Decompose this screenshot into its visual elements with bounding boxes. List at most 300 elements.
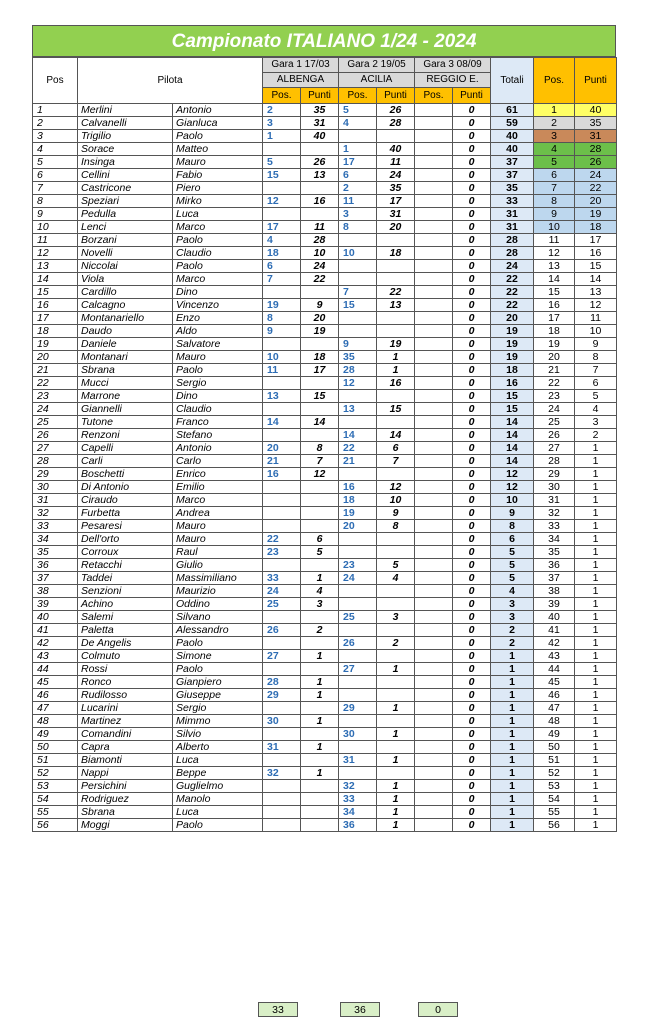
class-points: 31 <box>575 130 617 143</box>
race-1-position <box>263 507 301 520</box>
pilot-pos: 6 <box>33 169 78 182</box>
race-2-position: 22 <box>339 442 377 455</box>
header-race-1-label: Gara 1 17/03 <box>263 58 339 73</box>
pilot-lastname: Niccolai <box>78 260 173 273</box>
total-points: 1 <box>491 741 534 754</box>
race-1-position: 31 <box>263 741 301 754</box>
race-3-points: 0 <box>453 390 491 403</box>
race-1-position: 30 <box>263 715 301 728</box>
race-1-points <box>301 403 339 416</box>
race-3-points: 0 <box>453 442 491 455</box>
total-points: 5 <box>491 546 534 559</box>
pilot-firstname: Beppe <box>173 767 263 780</box>
table-row <box>33 741 617 754</box>
table-row <box>33 780 617 793</box>
class-position: 11 <box>534 234 575 247</box>
pilot-pos: 39 <box>33 598 78 611</box>
race-2-points <box>377 260 415 273</box>
race-1-position: 10 <box>263 351 301 364</box>
race-3-position <box>415 533 453 546</box>
race-2-position <box>339 260 377 273</box>
pilot-firstname: Carlo <box>173 455 263 468</box>
class-position: 10 <box>534 221 575 234</box>
class-points: 1 <box>575 767 617 780</box>
race-2-position: 18 <box>339 494 377 507</box>
total-points: 15 <box>491 403 534 416</box>
class-points: 1 <box>575 546 617 559</box>
class-points: 1 <box>575 611 617 624</box>
race-2-position: 7 <box>339 286 377 299</box>
pilot-pos: 42 <box>33 637 78 650</box>
race-3-position <box>415 364 453 377</box>
race-3-position <box>415 650 453 663</box>
race-2-position <box>339 741 377 754</box>
race-2-position <box>339 234 377 247</box>
race-2-points: 8 <box>377 520 415 533</box>
pilot-lastname: Pedulla <box>78 208 173 221</box>
total-points: 22 <box>491 299 534 312</box>
total-points: 5 <box>491 559 534 572</box>
race-2-position: 12 <box>339 377 377 390</box>
race-1-position: 4 <box>263 234 301 247</box>
pilot-lastname: Daniele <box>78 338 173 351</box>
class-points: 17 <box>575 234 617 247</box>
pilot-firstname: Piero <box>173 182 263 195</box>
total-points: 2 <box>491 624 534 637</box>
pilot-firstname: Paolo <box>173 364 263 377</box>
pilot-pos: 18 <box>33 325 78 338</box>
pilot-firstname: Paolo <box>173 663 263 676</box>
pilot-firstname: Enzo <box>173 312 263 325</box>
table-row <box>33 598 617 611</box>
class-points: 1 <box>575 663 617 676</box>
table-row <box>33 143 617 156</box>
race-3-position <box>415 416 453 429</box>
race-1-points <box>301 208 339 221</box>
table-row <box>33 403 617 416</box>
standings-table <box>32 57 617 832</box>
table-row <box>33 637 617 650</box>
class-points: 7 <box>575 364 617 377</box>
race-3-points: 0 <box>453 468 491 481</box>
class-points: 1 <box>575 754 617 767</box>
total-points: 24 <box>491 260 534 273</box>
race-2-points <box>377 130 415 143</box>
race-2-points: 28 <box>377 117 415 130</box>
race-3-position <box>415 494 453 507</box>
total-points: 16 <box>491 377 534 390</box>
pilot-firstname: Oddino <box>173 598 263 611</box>
race-2-position: 26 <box>339 637 377 650</box>
pilot-firstname: Massimiliano <box>173 572 263 585</box>
pilot-lastname: Boschetti <box>78 468 173 481</box>
race-2-position <box>339 585 377 598</box>
pilot-lastname: Retacchi <box>78 559 173 572</box>
table-row <box>33 819 617 832</box>
pilot-firstname: Fabio <box>173 169 263 182</box>
table-row <box>33 702 617 715</box>
total-points: 1 <box>491 819 534 832</box>
race-1-position <box>263 429 301 442</box>
pilot-firstname: Sergio <box>173 702 263 715</box>
race-3-position <box>415 234 453 247</box>
race-1-position: 29 <box>263 689 301 702</box>
race-3-position <box>415 247 453 260</box>
race-3-points: 0 <box>453 351 491 364</box>
table-row <box>33 286 617 299</box>
race-2-position: 16 <box>339 481 377 494</box>
race-2-points <box>377 767 415 780</box>
race-2-position: 17 <box>339 156 377 169</box>
race-1-position <box>263 208 301 221</box>
class-points: 1 <box>575 676 617 689</box>
class-position: 55 <box>534 806 575 819</box>
total-points: 33 <box>491 195 534 208</box>
pilot-lastname: Rossi <box>78 663 173 676</box>
race-2-position: 28 <box>339 364 377 377</box>
pilot-lastname: Tutone <box>78 416 173 429</box>
pilot-lastname: Novelli <box>78 247 173 260</box>
race-2-points: 1 <box>377 806 415 819</box>
race-1-position: 3 <box>263 117 301 130</box>
class-points: 1 <box>575 702 617 715</box>
total-points: 22 <box>491 273 534 286</box>
race-1-position <box>263 702 301 715</box>
pilot-lastname: Taddei <box>78 572 173 585</box>
pilot-lastname: Colmuto <box>78 650 173 663</box>
table-row <box>33 572 617 585</box>
class-position: 50 <box>534 741 575 754</box>
table-row <box>33 130 617 143</box>
table-row <box>33 260 617 273</box>
class-points: 8 <box>575 351 617 364</box>
class-position: 32 <box>534 507 575 520</box>
class-position: 15 <box>534 286 575 299</box>
race-2-points <box>377 533 415 546</box>
pilot-pos: 33 <box>33 520 78 533</box>
class-position: 16 <box>534 299 575 312</box>
race-2-points: 40 <box>377 143 415 156</box>
race-1-position <box>263 143 301 156</box>
race-1-points: 15 <box>301 390 339 403</box>
table-row <box>33 728 617 741</box>
pilot-pos: 9 <box>33 208 78 221</box>
total-points: 12 <box>491 481 534 494</box>
race-1-points: 16 <box>301 195 339 208</box>
race-3-points: 0 <box>453 364 491 377</box>
total-points: 35 <box>491 182 534 195</box>
pilot-lastname: Comandini <box>78 728 173 741</box>
pilot-firstname: Paolo <box>173 637 263 650</box>
race-2-position: 13 <box>339 403 377 416</box>
race-1-points: 31 <box>301 117 339 130</box>
pilot-firstname: Antonio <box>173 442 263 455</box>
race-1-position: 27 <box>263 650 301 663</box>
table-row <box>33 468 617 481</box>
race-1-points <box>301 754 339 767</box>
race-3-position <box>415 377 453 390</box>
total-points: 14 <box>491 416 534 429</box>
race-3-points: 0 <box>453 572 491 585</box>
race-1-position: 13 <box>263 390 301 403</box>
table-row <box>33 520 617 533</box>
race-2-position <box>339 689 377 702</box>
race-2-position: 1 <box>339 143 377 156</box>
race-2-points <box>377 273 415 286</box>
pilot-pos: 14 <box>33 273 78 286</box>
race-1-position: 6 <box>263 260 301 273</box>
race-2-position: 31 <box>339 754 377 767</box>
pilot-lastname: Ciraudo <box>78 494 173 507</box>
pilot-lastname: Rodriguez <box>78 793 173 806</box>
race-2-points: 1 <box>377 819 415 832</box>
race-3-position <box>415 507 453 520</box>
class-position: 47 <box>534 702 575 715</box>
race-2-position: 35 <box>339 351 377 364</box>
race-3-points: 0 <box>453 117 491 130</box>
header-class-pos: Pos. <box>534 58 575 104</box>
race-2-points: 24 <box>377 169 415 182</box>
race-1-position <box>263 793 301 806</box>
race-1-points <box>301 611 339 624</box>
pilot-firstname: Luca <box>173 208 263 221</box>
class-position: 14 <box>534 273 575 286</box>
race-3-points: 0 <box>453 208 491 221</box>
pilot-firstname: Mirko <box>173 195 263 208</box>
total-points: 1 <box>491 793 534 806</box>
pilot-pos: 7 <box>33 182 78 195</box>
pilot-lastname: Sorace <box>78 143 173 156</box>
class-position: 45 <box>534 676 575 689</box>
table-row <box>33 442 617 455</box>
race-2-points: 18 <box>377 247 415 260</box>
race-2-position <box>339 598 377 611</box>
race-2-points: 1 <box>377 754 415 767</box>
race-1-position: 1 <box>263 130 301 143</box>
race-1-position: 18 <box>263 247 301 260</box>
race-3-position <box>415 611 453 624</box>
race-3-points: 0 <box>453 637 491 650</box>
race-1-points <box>301 507 339 520</box>
class-points: 26 <box>575 156 617 169</box>
race-2-points: 1 <box>377 780 415 793</box>
table-row <box>33 351 617 364</box>
race-totals <box>0 1002 653 1018</box>
race-1-position: 5 <box>263 156 301 169</box>
header-race-3-punti: Punti <box>453 88 491 104</box>
pilot-lastname: Merlini <box>78 104 173 117</box>
pilot-pos: 38 <box>33 585 78 598</box>
pilot-firstname: Paolo <box>173 130 263 143</box>
race-2-position: 30 <box>339 728 377 741</box>
pilot-lastname: Corroux <box>78 546 173 559</box>
race-3-points: 0 <box>453 455 491 468</box>
class-position: 33 <box>534 520 575 533</box>
total-points: 40 <box>491 130 534 143</box>
pilot-pos: 41 <box>33 624 78 637</box>
table-row <box>33 676 617 689</box>
total-points: 20 <box>491 312 534 325</box>
class-position: 8 <box>534 195 575 208</box>
race-3-points: 0 <box>453 104 491 117</box>
pilot-pos: 30 <box>33 481 78 494</box>
pilot-pos: 15 <box>33 286 78 299</box>
pilot-pos: 17 <box>33 312 78 325</box>
total-points: 28 <box>491 247 534 260</box>
table-row <box>33 624 617 637</box>
race-1-points: 1 <box>301 689 339 702</box>
class-points: 1 <box>575 585 617 598</box>
class-points: 1 <box>575 637 617 650</box>
race-1-points: 17 <box>301 364 339 377</box>
race-3-points: 0 <box>453 494 491 507</box>
table-row <box>33 325 617 338</box>
pilot-pos: 48 <box>33 715 78 728</box>
pilot-lastname: Insinga <box>78 156 173 169</box>
race-2-points: 11 <box>377 156 415 169</box>
header-race-1-place: ALBENGA <box>263 73 339 88</box>
pilot-firstname: Mauro <box>173 520 263 533</box>
table-row <box>33 455 617 468</box>
race-1-points: 1 <box>301 572 339 585</box>
pilot-firstname: Simone <box>173 650 263 663</box>
pilot-lastname: Mucci <box>78 377 173 390</box>
table-row <box>33 312 617 325</box>
race-2-points: 17 <box>377 195 415 208</box>
race-2-position: 33 <box>339 793 377 806</box>
pilot-firstname: Paolo <box>173 260 263 273</box>
race-3-position <box>415 195 453 208</box>
race-3-points: 0 <box>453 377 491 390</box>
pilot-lastname: Dell'orto <box>78 533 173 546</box>
class-position: 20 <box>534 351 575 364</box>
pilot-pos: 52 <box>33 767 78 780</box>
pilot-lastname: Sbrana <box>78 364 173 377</box>
pilot-lastname: Daudo <box>78 325 173 338</box>
race-1-position: 25 <box>263 598 301 611</box>
pilot-firstname: Luca <box>173 806 263 819</box>
pilot-firstname: Paolo <box>173 234 263 247</box>
race-1-points: 19 <box>301 325 339 338</box>
class-points: 18 <box>575 221 617 234</box>
race-1-position: 16 <box>263 468 301 481</box>
race-3-points: 0 <box>453 689 491 702</box>
table-row <box>33 559 617 572</box>
class-points: 19 <box>575 208 617 221</box>
race-1-position: 12 <box>263 195 301 208</box>
race-1-position <box>263 494 301 507</box>
class-points: 1 <box>575 442 617 455</box>
total-points: 15 <box>491 390 534 403</box>
pilot-lastname: Salemi <box>78 611 173 624</box>
class-position: 35 <box>534 546 575 559</box>
table-row <box>33 208 617 221</box>
pilot-firstname: Mauro <box>173 351 263 364</box>
race-3-position <box>415 130 453 143</box>
class-points: 20 <box>575 195 617 208</box>
race-3-points: 0 <box>453 481 491 494</box>
race-3-points: 0 <box>453 169 491 182</box>
pilot-pos: 53 <box>33 780 78 793</box>
total-points: 14 <box>491 429 534 442</box>
pilot-firstname: Mauro <box>173 156 263 169</box>
pilot-lastname: Lucarini <box>78 702 173 715</box>
pilot-firstname: Emilio <box>173 481 263 494</box>
header-pilota: Pilota <box>78 58 263 104</box>
race-1-position <box>263 559 301 572</box>
race-1-points <box>301 494 339 507</box>
pilot-firstname: Dino <box>173 286 263 299</box>
class-points: 9 <box>575 338 617 351</box>
header-class-punti: Punti <box>575 58 617 104</box>
race-3-points: 0 <box>453 559 491 572</box>
class-position: 17 <box>534 312 575 325</box>
total-points: 4 <box>491 585 534 598</box>
class-points: 1 <box>575 507 617 520</box>
table-row <box>33 754 617 767</box>
race-3-points: 0 <box>453 507 491 520</box>
race-2-position: 29 <box>339 702 377 715</box>
table-row <box>33 338 617 351</box>
class-points: 40 <box>575 104 617 117</box>
class-position: 44 <box>534 663 575 676</box>
race-3-position <box>415 299 453 312</box>
race-2-points: 1 <box>377 793 415 806</box>
race-3-points: 0 <box>453 533 491 546</box>
race-3-points: 0 <box>453 143 491 156</box>
race-2-points: 1 <box>377 702 415 715</box>
race-1-position: 14 <box>263 416 301 429</box>
race-2-position: 27 <box>339 663 377 676</box>
pilot-pos: 27 <box>33 442 78 455</box>
race-1-position: 23 <box>263 546 301 559</box>
race-3-position <box>415 273 453 286</box>
total-points: 9 <box>491 507 534 520</box>
race-1-points <box>301 338 339 351</box>
class-points: 6 <box>575 377 617 390</box>
class-position: 49 <box>534 728 575 741</box>
race-1-points <box>301 806 339 819</box>
total-points: 1 <box>491 806 534 819</box>
header-race-2-pos: Pos. <box>339 88 377 104</box>
pilot-pos: 43 <box>33 650 78 663</box>
pilot-lastname: Paletta <box>78 624 173 637</box>
race-2-points: 10 <box>377 494 415 507</box>
race-2-position: 14 <box>339 429 377 442</box>
race-2-position: 34 <box>339 806 377 819</box>
race-1-points: 35 <box>301 104 339 117</box>
pilot-pos: 16 <box>33 299 78 312</box>
race-2-points <box>377 624 415 637</box>
race-3-position <box>415 572 453 585</box>
race-1-points: 22 <box>301 273 339 286</box>
pilot-pos: 12 <box>33 247 78 260</box>
race-1-position <box>263 728 301 741</box>
race-3-points: 0 <box>453 416 491 429</box>
pilot-lastname: Giannelli <box>78 403 173 416</box>
pilot-pos: 49 <box>33 728 78 741</box>
pilot-lastname: Di Antonio <box>78 481 173 494</box>
class-points: 24 <box>575 169 617 182</box>
race-1-position <box>263 754 301 767</box>
race-3-points: 0 <box>453 624 491 637</box>
total-points: 1 <box>491 702 534 715</box>
race-3-points: 0 <box>453 715 491 728</box>
total-points: 1 <box>491 780 534 793</box>
race-3-position <box>415 637 453 650</box>
race-2-points <box>377 650 415 663</box>
class-position: 12 <box>534 247 575 260</box>
